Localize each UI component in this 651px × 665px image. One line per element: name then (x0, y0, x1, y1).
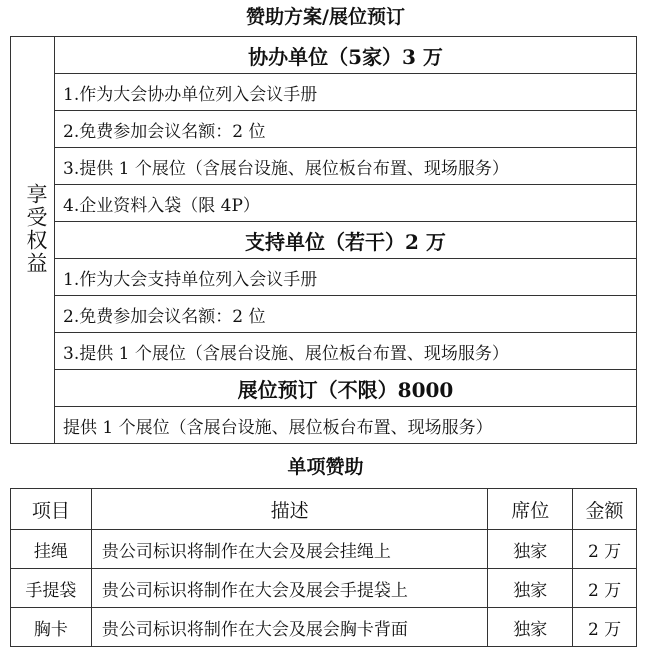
cell-item: 手提袋 (11, 569, 92, 608)
cell-description: 贵公司标识将制作在大会及展会手提袋上 (91, 569, 488, 608)
single-sponsorship-title: 单项赞助 (287, 456, 364, 478)
benefits-side-label: 享受权益 (24, 183, 48, 275)
cell-item: 胸卡 (11, 608, 92, 647)
benefit-row: 1.作为大会协办单位列入会议手册 (55, 74, 636, 111)
benefits-side-column (11, 37, 55, 443)
tier-heading-booth: 展位预订（不限）8000 (55, 370, 636, 407)
header-description: 描述 (91, 489, 488, 530)
benefit-row: 3.提供 1 个展位（含展台设施、展位板台布置、现场服务） (55, 333, 636, 370)
benefit-row: 2.免费参加会议名额：2 位 (55, 111, 636, 148)
page-title: 赞助方案/展位预订 (246, 6, 405, 28)
cell-description: 贵公司标识将制作在大会及展会胸卡背面 (91, 608, 488, 647)
cell-item: 挂绳 (11, 530, 92, 569)
header-seat: 席位 (488, 489, 573, 530)
single-sponsorship-table (10, 488, 637, 647)
benefit-row: 3.提供 1 个展位（含展台设施、展位板台布置、现场服务） (55, 148, 636, 185)
cell-amount: 2 万 (573, 608, 637, 647)
cell-seat: 独家 (488, 569, 573, 608)
benefit-row: 提供 1 个展位（含展台设施、展位板台布置、现场服务） (63, 417, 493, 438)
cell-description: 贵公司标识将制作在大会及展会挂绳上 (91, 530, 488, 569)
benefit-row: 4.企业资料入袋（限 4P） (55, 185, 636, 222)
benefit-row: 2.免费参加会议名额：2 位 (55, 296, 636, 333)
table-header-row (11, 489, 637, 530)
cell-seat: 独家 (488, 608, 573, 647)
header-amount: 金额 (573, 489, 637, 530)
table-row (11, 608, 637, 647)
table-row (11, 530, 637, 569)
table-row (11, 569, 637, 608)
cell-amount: 2 万 (573, 530, 637, 569)
cell-seat: 独家 (488, 530, 573, 569)
benefit-row: 1.作为大会支持单位列入会议手册 (55, 259, 636, 296)
benefits-table (10, 36, 637, 444)
tier-heading-co-organizer: 协办单位（5家）3 万 (55, 37, 636, 74)
cell-amount: 2 万 (573, 569, 637, 608)
header-item: 项目 (11, 489, 92, 530)
tier-heading-supporter: 支持单位（若干）2 万 (55, 222, 636, 259)
